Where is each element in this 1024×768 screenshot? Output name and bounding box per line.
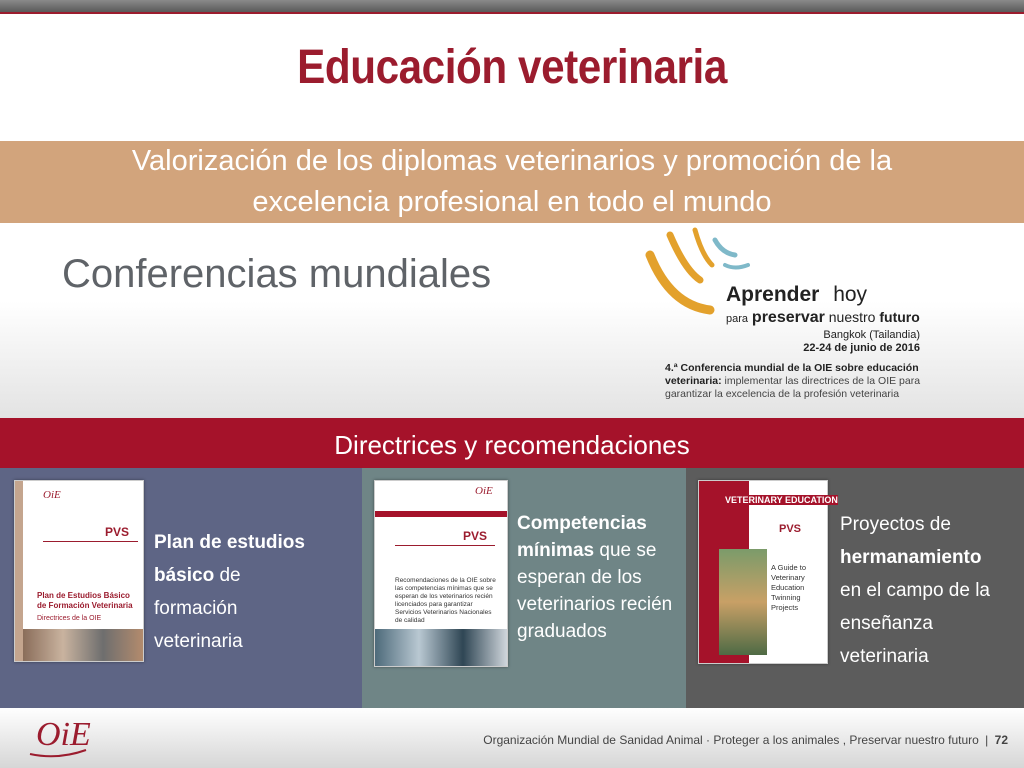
cover3-text: A Guide to Veterinary Education Twinning Projects <box>771 563 807 612</box>
logo-desc-bold: 4.ª Conferencia mundial de la OIE sobre educación veterinaria: <box>665 362 919 387</box>
footer-text <box>483 733 1008 747</box>
competencies-cover[interactable] <box>374 480 508 667</box>
panel-1-line-3: formación <box>154 598 238 619</box>
panel-3-line-5: veterinaria <box>840 646 929 667</box>
panel-2-rest: que se esperan de los veterinarios recién graduados <box>517 540 673 642</box>
panel-2-bold-1: Competencias <box>517 513 647 534</box>
logo-slogan-1 <box>726 283 867 307</box>
banner-line-1: Valorización de los diplomas veterinarios y promoción de la <box>131 145 893 177</box>
logo-word-6: futuro <box>879 309 920 325</box>
panel-3-line-4: enseñanza <box>840 613 933 634</box>
logo-date: 22-24 de junio de 2016 <box>803 342 920 354</box>
footer-organization: Organización Mundial de Sanidad Animal · Proteger a los animales , Preservar nuestro futuro <box>483 733 979 747</box>
footer-separator: | <box>985 733 989 747</box>
guidelines-header: Directrices y recomendaciones <box>0 418 1024 468</box>
curriculum-cover[interactable] <box>14 480 144 662</box>
logo-desc-rest: implementar las directrices de la OIE para garantizar la excelencia de la profesión veterinaria <box>665 375 921 400</box>
pvs2-logo: PVS <box>463 529 488 543</box>
panel-curriculum <box>0 468 362 708</box>
pvs3-logo: PVS <box>779 523 802 535</box>
panel-3-line-3: en el campo de la <box>840 580 990 601</box>
logo-word-1: Aprender <box>726 283 820 306</box>
panel-twinning <box>686 468 1024 708</box>
panel-3-text <box>840 508 1024 673</box>
logo-word-2: hoy <box>833 283 868 306</box>
panel-1-bold: Plan de estudios básico <box>154 532 305 586</box>
logo-word-3: para <box>726 313 749 325</box>
panel-1-rest: de <box>219 565 241 586</box>
cover-title: Plan de Estudios Básico de Formación Veterinaria <box>37 591 133 610</box>
panel-2-text <box>517 510 687 645</box>
slide-title: Educación veterinaria <box>297 41 727 94</box>
logo-slogan-2 <box>726 309 920 327</box>
logo-description <box>665 362 945 401</box>
cover2-text: Recomendaciones de la OIE sobre las competencias mínimas que se esperan de los veterinarios recién licenciados para garantizar Servicios Veterinarios Nacionales de calidad <box>395 577 496 624</box>
logo-word-4: preservar <box>751 309 825 326</box>
subtitle-banner <box>0 141 1024 223</box>
banner-line-2: excelencia profesional en todo el mundo <box>252 186 772 218</box>
pvs-logo: PVS <box>105 525 130 539</box>
panel-competencies <box>362 468 686 708</box>
top-bar <box>0 0 1024 14</box>
cover2-oie-logo: OiE <box>475 485 493 497</box>
cover3-photo <box>719 549 767 655</box>
cover2-photo <box>375 629 507 666</box>
twinning-cover[interactable] <box>698 480 838 664</box>
panel-2-bold-2: mínimas <box>517 540 595 561</box>
logo-word-5: nuestro <box>828 309 876 325</box>
panel-1-text <box>154 526 354 658</box>
cover-photo <box>23 629 143 661</box>
oie-logo: OiE <box>36 716 91 753</box>
panel-3-bold: hermanamiento <box>840 547 982 568</box>
oie-swoosh-icon <box>28 746 88 760</box>
cover-oie-logo: OiE <box>43 489 61 501</box>
section-heading: Conferencias mundiales <box>62 252 492 296</box>
panel-3-line-1: Proyectos de <box>840 514 951 535</box>
page-number: 72 <box>994 733 1008 747</box>
panel-1-line-4: veterinaria <box>154 631 243 652</box>
logo-city: Bangkok (Tailandia) <box>823 329 920 341</box>
cover3-brand: VETERINARY EDUCATION <box>725 495 838 505</box>
logo-place <box>803 329 920 355</box>
cover-subtitle: Directrices de la OIE <box>37 615 102 622</box>
conference-logo <box>640 225 940 410</box>
